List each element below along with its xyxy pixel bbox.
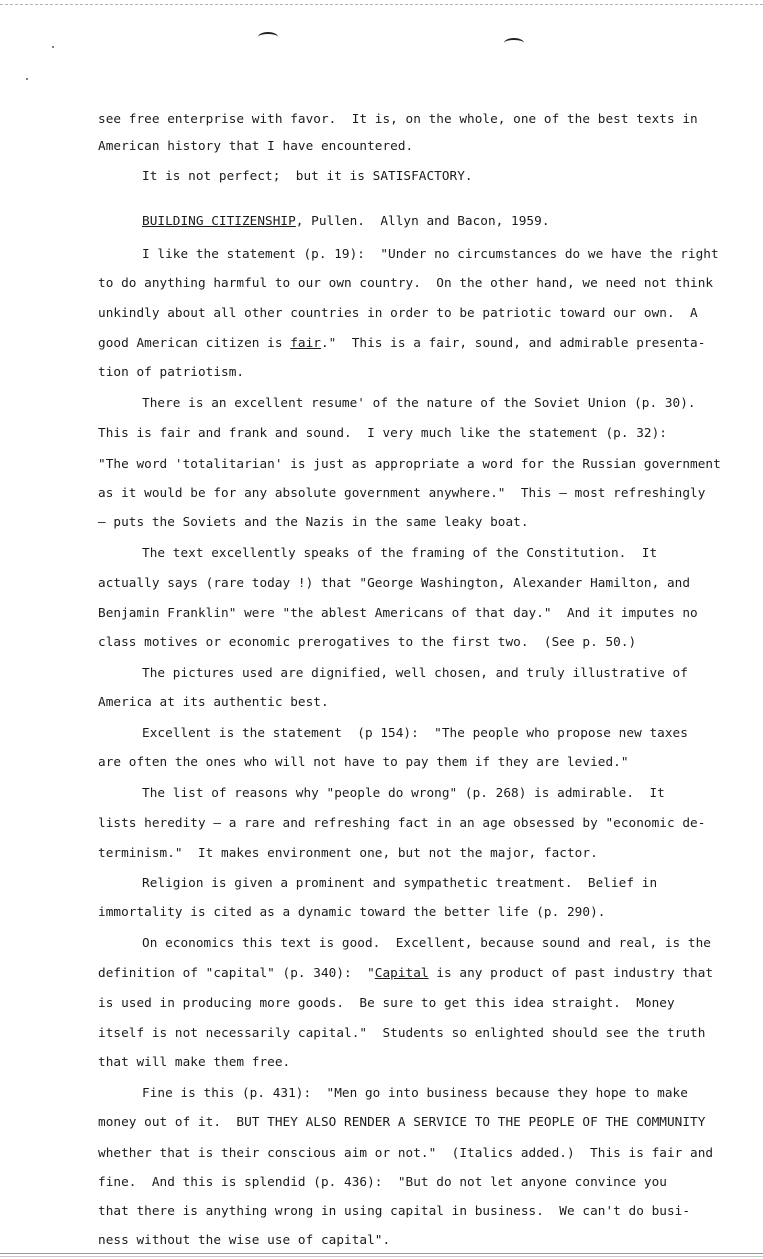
scan-speck: [26, 78, 28, 80]
text-line: tion of patriotism.: [98, 364, 245, 379]
text-segment: ." This is a fair, sound, and admirable presenta-: [320, 335, 706, 350]
text-line: This is fair and frank and sound. I very much like the statement (p. 32):: [98, 425, 667, 440]
text-line: itself is not necessarily capital." Students so enlighted should see the truth: [98, 1025, 706, 1040]
text-line: "The word 'totalitarian' is just as appropriate a word for the Russian government: [98, 456, 721, 471]
text-line: The pictures used are dignified, well chosen, and truly illustrative of: [142, 665, 688, 680]
text-line: see free enterprise with favor. It is, on the whole, one of the best texts in: [98, 111, 698, 126]
underlined-word: fair: [290, 335, 321, 350]
text-line: fine. And this is splendid (p. 436): "But do not let anyone convince you: [98, 1174, 667, 1189]
text-line: [98, 335, 705, 351]
text-line: Benjamin Franklin" were "the ablest Americans of that day." And it imputes no: [98, 605, 698, 620]
text-line: are often the ones who will not have to pay them if they are levied.": [98, 754, 629, 769]
book-title: BUILDING CITIZENSHIP: [142, 213, 296, 228]
text-line: money out of it. BUT THEY ALSO RENDER A SERVICE TO THE PEOPLE OF THE COMMUNITY: [98, 1114, 706, 1129]
binding-mark-right: [504, 38, 524, 48]
text-line: American history that I have encountered.: [98, 138, 414, 153]
text-line: that there is anything wrong in using capital in business. We can't do busi-: [98, 1203, 691, 1218]
bottom-edge-rule: [0, 1253, 763, 1254]
text-line: as it would be for any absolute government anywhere." This — most refreshingly: [98, 485, 706, 500]
text-line: whether that is their conscious aim or not." (Italics added.) This is fair and: [98, 1145, 714, 1160]
text-line: It is not perfect; but it is SATISFACTORY.: [142, 168, 473, 183]
text-line: lists heredity — a rare and refreshing fact in an age obsessed by "economic de-: [98, 815, 706, 830]
text-segment: good American citizen is: [98, 335, 291, 350]
text-line: is used in producing more goods. Be sure to get this idea straight. Money: [98, 995, 675, 1010]
scan-speck: [52, 46, 54, 48]
text-line: terminism." It makes environment one, but not the major, factor.: [98, 845, 598, 860]
text-line: Religion is given a prominent and sympathetic treatment. Belief in: [142, 875, 658, 890]
text-line: actually says (rare today !) that "George Washington, Alexander Hamilton, and: [98, 575, 691, 590]
text-line: There is an excellent resume' of the nature of the Soviet Union (p. 30).: [142, 395, 696, 410]
bottom-edge-rule: [0, 1256, 763, 1257]
text-line: that will make them free.: [98, 1054, 291, 1069]
text-line: — puts the Soviets and the Nazis in the same leaky boat.: [98, 514, 529, 529]
text-line: unkindly about all other countries in order to be patriotic toward our own. A: [98, 305, 698, 320]
binding-mark-left: [258, 32, 278, 42]
text-segment: is any product of past industry that: [428, 965, 714, 980]
text-line: Fine is this (p. 431): "Men go into business because they hope to make: [142, 1085, 688, 1100]
text-line: immortality is cited as a dynamic toward the better life (p. 290).: [98, 904, 606, 919]
top-edge-rule: [0, 4, 763, 5]
text-line: The list of reasons why "people do wrong" (p. 268) is admirable. It: [142, 785, 665, 800]
text-line: The text excellently speaks of the framing of the Constitution. It: [142, 545, 658, 560]
text-line: to do anything harmful to our own country. On the other hand, we need not think: [98, 275, 714, 290]
text-line: I like the statement (p. 19): "Under no circumstances do we have the right: [142, 246, 719, 261]
text-line: [98, 965, 713, 981]
text-line: Excellent is the statement (p 154): "The people who propose new taxes: [142, 725, 688, 740]
book-heading-line: [142, 213, 550, 229]
underlined-word: Capital: [374, 965, 429, 980]
text-line: America at its authentic best.: [98, 694, 329, 709]
book-citation: , Pullen. Allyn and Bacon, 1959.: [295, 213, 550, 228]
text-line: ness without the wise use of capital".: [98, 1232, 391, 1247]
text-segment: definition of "capital" (p. 340): ": [98, 965, 375, 980]
text-line: On economics this text is good. Excellent, because sound and real, is the: [142, 935, 711, 950]
text-line: class motives or economic prerogatives to the first two. (See p. 50.): [98, 634, 637, 649]
